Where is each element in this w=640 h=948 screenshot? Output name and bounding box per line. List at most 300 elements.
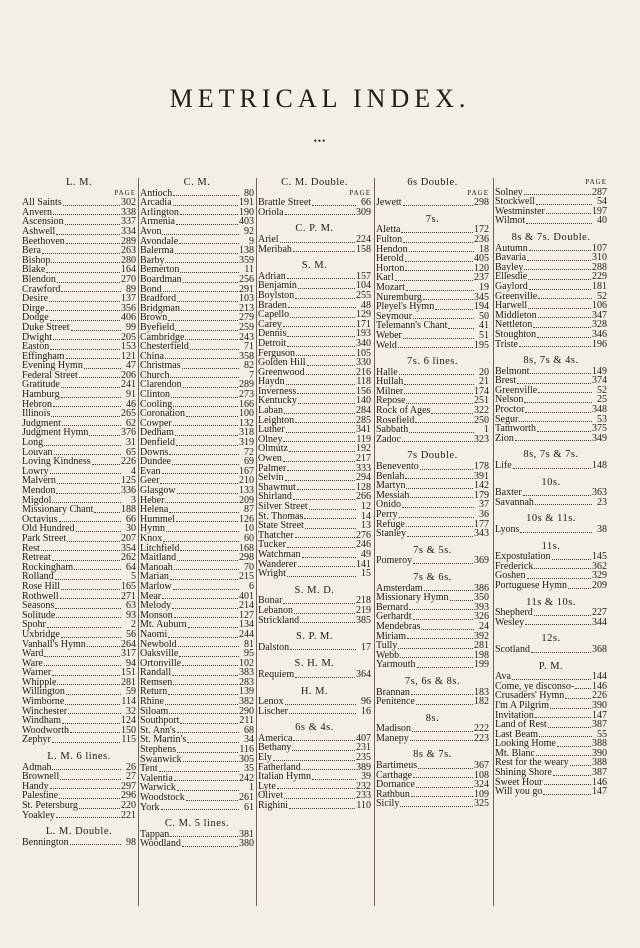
tune-name: Webb [376,649,400,661]
dot-leader [539,736,592,737]
page-number: 80 [244,187,254,199]
dot-leader [290,317,355,318]
page-number: 41 [479,320,489,332]
dot-leader [535,504,592,505]
tune-name: Rock of Ages [376,405,431,417]
tune-name: Cooling [140,398,173,410]
index-column-3 [258,178,371,818]
dot-leader [187,742,239,743]
dot-leader [284,413,355,414]
dot-leader [52,560,120,561]
meter-heading: C. M. 5 lines. [164,818,230,830]
meter-section [495,662,607,797]
page-number: 336 [121,485,136,496]
dot-leader [410,497,473,498]
tune-name: Newbold [140,638,177,650]
tune-name: Boardman [140,273,182,285]
tune-name: Missionary Hymn [376,592,449,604]
tune-name: China [140,350,164,362]
tune-name: Dalston [258,641,290,653]
tune-name: Bond [140,283,162,295]
page-number: 375 [592,423,607,435]
dot-leader [298,566,355,567]
dot-leader [534,615,591,616]
tune-name: Gerhardt [376,611,412,623]
dot-leader [529,250,591,251]
dot-leader [173,205,238,206]
dot-leader [289,808,355,809]
tune-name: Lyte [258,780,276,792]
dot-leader [44,665,121,666]
page-number: 388 [592,738,607,750]
page-number: 5 [131,571,136,583]
page-number: 66 [361,197,371,209]
page-number: 407 [356,732,371,744]
dot-leader [524,194,591,195]
dot-leader [170,836,238,837]
dot-leader [312,779,356,780]
page-number: 32 [126,705,136,717]
tune-name: Arcadia [140,197,172,209]
dot-leader [177,790,239,791]
page-number: 120 [474,262,489,274]
dot-leader [54,454,121,455]
dot-leader [568,588,591,589]
dot-leader [68,713,121,714]
page-number: 221 [121,809,136,821]
tune-name: Rose Hill [22,580,61,592]
page-number: 236 [474,233,489,245]
dot-leader [405,261,473,262]
meter-section [376,573,489,670]
tune-name: Spohr [22,619,46,631]
tune-name: Karl [376,272,394,284]
tune-name: Will you go [495,786,543,798]
dot-leader [407,638,473,639]
meter-section [258,261,371,579]
tune-name: Hebron [22,398,52,410]
page-number: 46 [126,398,136,410]
dot-leader [89,435,120,436]
page-number: 205 [121,331,136,343]
tune-name: Yoakley [22,809,55,821]
page-number: 59 [126,686,136,698]
page-number: 48 [361,299,371,311]
page-number: 35 [244,763,254,775]
page-number: 1 [484,424,489,436]
index-column-4 [376,178,489,816]
dot-leader [172,675,238,676]
tune-name: Bemerton [140,264,180,276]
page-number: 13 [361,520,371,532]
dot-leader [177,301,238,302]
page-number: 179 [474,489,489,501]
tune-name: Westminster [495,205,545,217]
tune-name: Old Hundred [22,523,75,535]
page-number: 121 [121,350,136,362]
page-number: 56 [126,628,136,640]
dot-leader [411,694,473,695]
page-number: 92 [244,225,254,237]
tune-name: Judgment [22,417,61,429]
tune-name: Woodstock [140,792,185,803]
tune-name: Adrian [258,270,286,282]
dot-leader [424,590,473,591]
page-number: 241 [121,379,136,391]
page-number: 138 [239,245,254,257]
page-number: 31 [126,437,136,449]
tune-name: Nuremburg [376,291,422,303]
index-entry [22,735,136,745]
tune-name: Judgment Hymn [22,427,89,439]
dot-leader [173,589,239,590]
page-number: 213 [239,302,254,314]
dot-leader [416,704,473,705]
tune-name: Warwick [140,782,176,794]
index-entry [258,670,371,680]
tune-name: Lyons [495,524,520,535]
tune-name: Cowper [140,417,172,429]
page-number: 341 [356,424,371,436]
page-number: 70 [244,561,254,573]
tune-name: Scotland [495,643,530,655]
dot-leader [420,469,473,470]
dot-leader [176,521,238,522]
index-entry [376,799,489,809]
index-entry [495,498,607,508]
page-number: 368 [592,643,607,655]
page-number: 38 [597,524,607,535]
page-number: 66 [126,513,136,525]
dot-leader [62,425,121,426]
dot-leader [61,637,121,638]
dot-leader [273,760,355,761]
meter-section [376,451,489,538]
page-number: 271 [121,590,136,602]
meter-section [376,677,489,707]
dot-leader [302,557,356,558]
meter-section [495,450,607,470]
page-number: 62 [126,417,136,429]
page-number: 167 [239,465,254,477]
dot-leader [51,416,120,417]
tune-name: Tucker [258,539,286,551]
page-number: 144 [592,671,607,683]
dot-leader [285,214,355,215]
dot-leader [169,713,238,714]
tune-name: Bradford [140,293,177,305]
tune-name: Sabbath [376,424,409,436]
page-number: 94 [126,657,136,669]
dot-leader [57,483,120,484]
dot-leader [565,698,591,699]
meter-section [495,514,607,534]
tune-name: Oriola [258,206,284,218]
dot-leader [76,531,122,532]
dot-leader [174,617,238,618]
page-number: 210 [239,475,254,487]
tune-name: Carey [258,318,282,330]
dot-leader [61,397,121,398]
dot-leader [312,205,356,206]
index-entry [495,618,607,628]
page-number: 305 [239,753,254,765]
tune-name: Marian [140,571,169,583]
dot-leader [52,502,121,503]
dot-leader [49,301,120,302]
meter-heading: 8s & 7s. Double. [511,231,591,243]
tune-name: Bennington [22,836,69,848]
meter-heading: 12s. [541,633,561,645]
dot-leader [285,704,356,705]
dot-leader [46,310,120,311]
dot-leader [548,727,591,728]
page-number: 346 [592,328,607,340]
page-number: 347 [592,309,607,321]
dot-leader [177,560,238,561]
page-number: 349 [592,432,607,444]
page-number: 388 [592,757,607,769]
meter-heading: C. M. [183,178,211,188]
tune-name: Hummel [140,513,175,525]
tune-name: Aletta [376,224,401,236]
page-number: 26 [126,761,136,773]
dot-leader [79,377,120,378]
tune-name: Greenwood [258,366,305,378]
tune-name: Messiah [376,489,410,501]
page-number: 178 [474,461,489,473]
dot-leader [527,578,591,579]
tune-name: Haydn [258,376,285,388]
index-entry [258,643,371,653]
tune-name: Naomi [140,628,168,640]
index-entry [376,734,489,744]
tune-name: Come, ye disconso- [495,680,575,692]
tune-name: Mendebras [376,620,421,632]
tune-name: Dornance [376,779,415,791]
page-number: 137 [121,293,136,305]
meter-section [495,634,607,654]
tune-name: Melody [140,600,172,612]
page-number: 356 [121,302,136,314]
dot-leader [398,648,473,649]
page-number: 270 [121,273,136,285]
page-number: 69 [244,456,254,468]
tune-name: All Saints [22,197,62,209]
page-number: 348 [592,404,607,416]
tune-name: Wright [258,568,286,580]
dot-leader [190,349,239,350]
page-number: 319 [239,437,254,449]
dot-leader [165,358,238,359]
page-title: METRICAL INDEX. [169,84,471,113]
dot-leader [55,579,121,580]
tune-name: St. Thomas [258,510,304,522]
dot-leader [415,422,473,423]
tune-name: Brest [495,375,517,387]
page-number: 237 [474,272,489,284]
dot-leader [295,537,355,538]
dot-leader [298,288,355,289]
tune-name: Stanley [376,528,406,540]
dot-leader [530,373,591,374]
tune-name: Life [495,460,512,472]
meter-heading: L. M. [65,178,93,188]
tune-name: Hymn [140,523,165,535]
dot-leader [570,765,591,766]
tune-name: Shining Shore [495,767,552,779]
tune-name: Ward [22,648,44,660]
meter-section [495,478,607,508]
page-number: 104 [356,280,371,292]
tune-name: Brownell [22,771,60,783]
dot-leader [525,624,591,625]
page-number: 310 [592,252,607,264]
page-number: 190 [239,206,254,218]
meter-section [22,178,136,745]
page-number: 289 [121,235,136,247]
dot-leader [296,355,355,356]
page-number: 214 [239,600,254,612]
tune-name: Tent [140,763,158,775]
tune-name: Migdol [22,494,52,506]
dot-leader [283,603,355,604]
page-number: 263 [121,245,136,257]
dot-leader [515,440,591,441]
page-number: 166 [239,398,254,410]
tune-name: Tappan [140,828,170,840]
tune-name: Missionary Chant [22,504,94,516]
dot-leader [409,609,473,610]
tune-name: Manepy [376,732,409,744]
tune-name: Land of Rest [495,719,547,731]
dot-leader [182,665,238,666]
index-entry [258,569,371,579]
dot-leader [65,704,120,705]
page-number: 255 [356,289,371,301]
dot-leader [524,402,592,403]
page-number: 47 [126,360,136,372]
dot-leader [179,243,239,244]
page-number: 217 [356,453,371,465]
page-number: 149 [592,365,607,377]
tune-name: Stephens [140,744,177,756]
meter-section [22,752,136,820]
page-number: 280 [121,254,136,266]
page-number: 146 [592,776,607,788]
page-number: 100 [239,408,254,420]
page-number: 206 [121,369,136,381]
page-number: 266 [356,491,371,503]
page-column-label: PAGE [585,178,607,186]
dot-leader [524,269,591,270]
tune-name: Savannah [495,496,534,508]
page-number: 276 [356,529,371,541]
page-number: 193 [356,328,371,340]
index-entry [22,811,136,821]
dot-leader [163,541,239,542]
index-entry [495,581,607,591]
tune-name: Mear [140,590,162,602]
tune-name: Laban [258,405,283,417]
tune-name: Greenville [495,384,538,396]
index-columns [22,178,634,918]
dot-leader [403,242,473,243]
page-number: 383 [239,667,254,679]
dot-leader [56,234,120,235]
page-number: 39 [361,771,371,783]
dot-leader [520,532,592,533]
dot-leader [170,377,239,378]
tune-name: Duke Street [22,321,70,333]
ornament-divider: ••• [313,136,327,146]
tune-name: Rolland [22,571,54,583]
tune-name: Amsterdam [376,582,423,594]
tune-name: Nelson [495,394,524,406]
page-number: 235 [356,752,371,764]
meter-section [495,356,607,443]
meter-section [495,542,607,591]
tune-name: Federal Street [22,369,78,381]
tune-name: Hullah [376,376,404,388]
page-number: 125 [121,475,136,487]
dot-leader [519,346,591,347]
tune-name: America [258,732,293,744]
dot-leader [412,731,473,732]
dot-leader [406,403,473,404]
page-number: 233 [356,790,371,802]
tune-name: Capello [258,309,290,321]
dot-leader [87,646,120,647]
tune-name: Swanwick [140,753,182,765]
dot-leader [60,598,120,599]
page-number: 171 [356,318,371,330]
tune-name: Hendon [376,243,408,255]
dot-leader [56,617,121,618]
page-number: 7 [249,369,254,381]
page-number: 89 [126,283,136,295]
tune-name: Winchester [22,705,68,717]
index-column-5 [495,178,607,804]
tune-name: Return [140,686,168,698]
page-number: 334 [121,225,136,237]
tune-name: Glasgow [140,485,176,496]
tune-name: Bonar [258,595,283,607]
meter-section [376,178,489,208]
index-column-2 [140,178,254,856]
page-number: 147 [592,709,607,721]
dot-leader [55,608,121,609]
dot-leader [172,464,239,465]
page-number: 318 [239,427,254,439]
dot-leader [57,282,120,283]
dot-leader [287,470,355,471]
page-number: 387 [592,767,607,779]
tune-name: Olney [258,433,283,445]
page-number: 4 [131,465,136,477]
dot-leader [288,307,356,308]
dot-leader [431,413,473,414]
dot-leader [418,768,473,769]
dot-leader [186,800,238,801]
tune-name: Martyn [376,480,406,492]
dot-leader [395,280,473,281]
dot-leader [413,619,473,620]
meter-heading: 8s, 7s & 7s. [523,449,579,461]
tune-name: Benlah [376,470,405,482]
dot-leader [186,416,238,417]
dot-leader [398,347,473,348]
